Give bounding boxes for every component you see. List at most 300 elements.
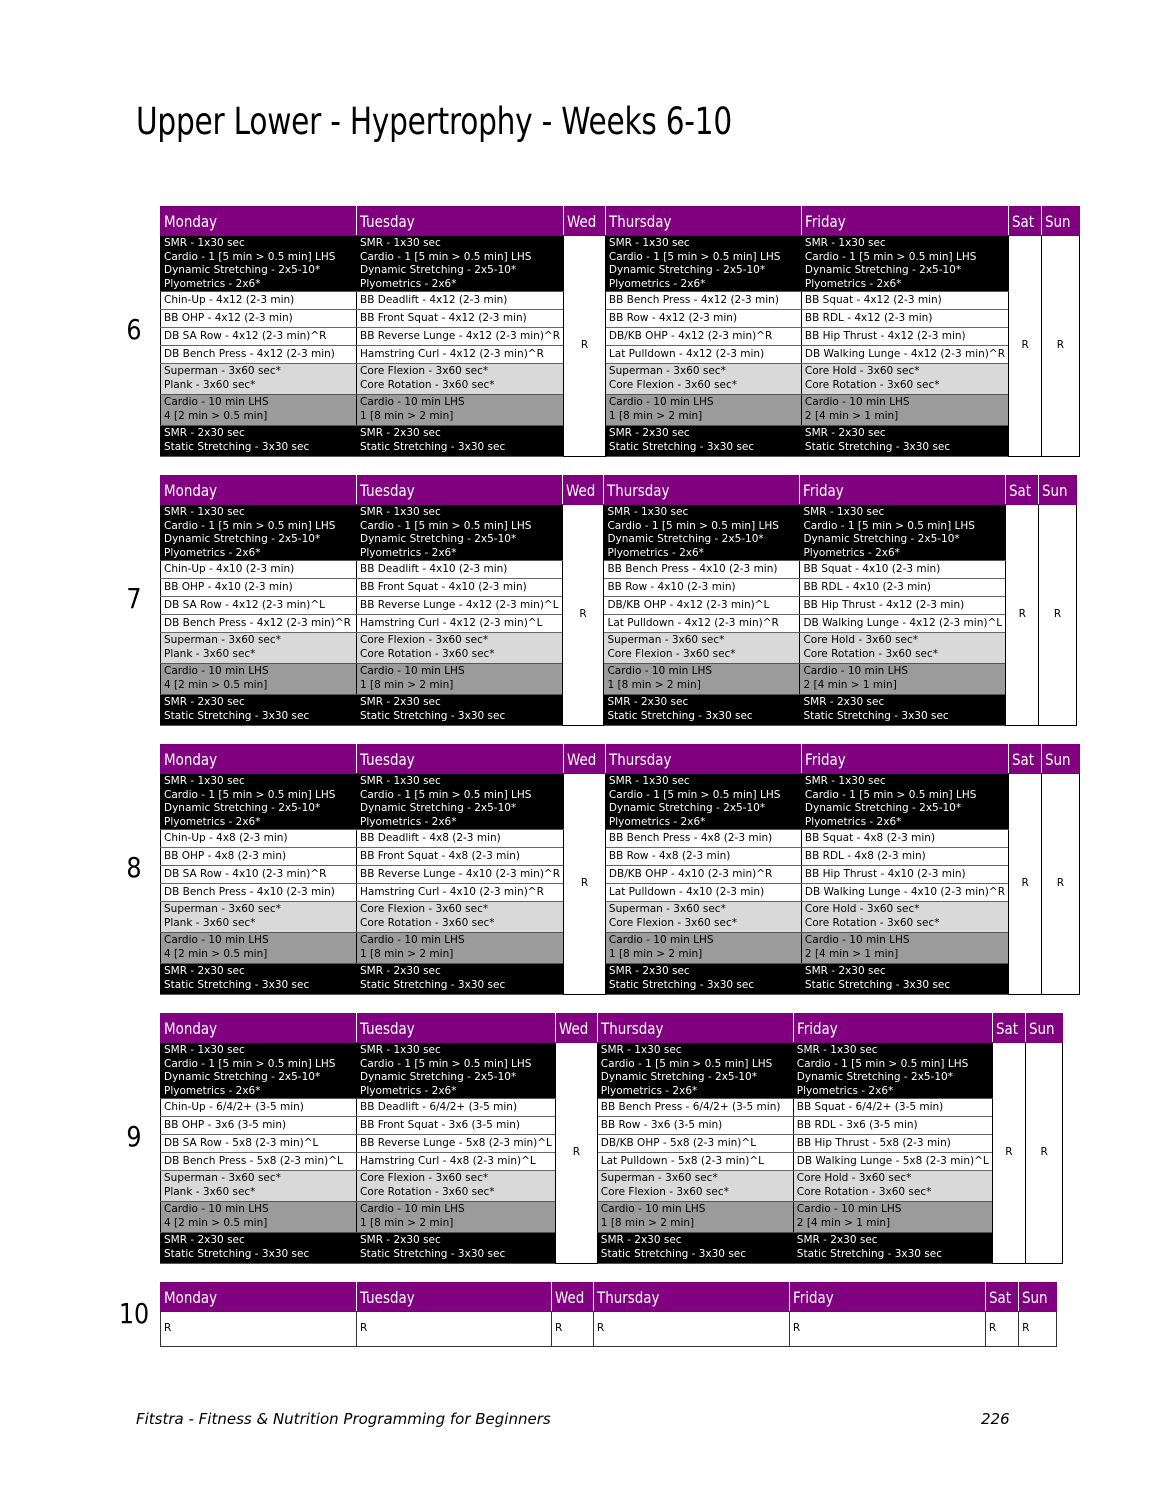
core-row bbox=[161, 902, 1080, 933]
thursday-lift-cell bbox=[604, 615, 800, 633]
exercise-line: Core Rotation - 3x60 sec* bbox=[804, 378, 940, 391]
exercise-line: BB Deadlift - 4x10 (2-3 min) bbox=[360, 563, 508, 575]
warmup-row bbox=[161, 236, 1080, 292]
exercise-line: SMR - 1x30 sec bbox=[607, 506, 689, 518]
exercise-line: BB OHP - 3x6 (3-5 min) bbox=[164, 1119, 287, 1131]
thursday-lift-cell bbox=[605, 866, 801, 884]
exercise-line: Cardio - 10 min LHS bbox=[796, 1203, 902, 1215]
exercise-line: SMR - 2x30 sec bbox=[164, 696, 245, 708]
tuesday-lift-cell bbox=[357, 1153, 556, 1171]
friday-cooldown-cell bbox=[801, 964, 1008, 995]
friday-cardio-cell bbox=[801, 933, 1008, 964]
exercise-line: Static Stretching - 3x30 sec bbox=[608, 440, 755, 453]
exercise-line: Dynamic Stretching - 2x5-10* bbox=[803, 533, 960, 545]
exercise-line: Plyometrics - 2x6* bbox=[804, 815, 902, 828]
friday-warmup-cell bbox=[800, 505, 1006, 561]
exercise-line: BB RDL - 4x8 (2-3 min) bbox=[804, 850, 926, 862]
exercise-line: Dynamic Stretching - 2x5-10* bbox=[796, 1071, 953, 1083]
exercise-line: Core Hold - 3x60 sec* bbox=[804, 365, 920, 377]
friday-cardio-cell bbox=[800, 664, 1006, 695]
exercise-line: Static Stretching - 3x30 sec bbox=[360, 1247, 506, 1260]
exercise-line: Static Stretching - 3x30 sec bbox=[796, 1247, 943, 1260]
exercise-line: Cardio - 10 min LHS bbox=[164, 396, 269, 408]
exercise-line: Core Flexion - 3x60 sec* bbox=[608, 916, 738, 929]
header-monday: Monday bbox=[161, 207, 357, 236]
exercise-line: Plyometrics - 2x6* bbox=[608, 815, 706, 828]
exercise-line: DB/KB OHP - 4x10 (2-3 min)^R bbox=[608, 868, 773, 880]
exercise-line: Dynamic Stretching - 2x5-10* bbox=[164, 264, 321, 276]
friday-lift-cell bbox=[793, 1117, 992, 1135]
tuesday-warmup-cell bbox=[357, 505, 563, 561]
header-friday: Friday bbox=[789, 1283, 985, 1312]
cooldown-row bbox=[161, 964, 1080, 995]
monday-lift-cell bbox=[161, 1117, 357, 1135]
monday-cooldown-cell bbox=[161, 1233, 357, 1264]
exercise-line: Core Rotation - 3x60 sec* bbox=[360, 647, 495, 660]
exercise-line: Superman - 3x60 sec* bbox=[608, 903, 726, 915]
tuesday-warmup-cell bbox=[357, 1043, 556, 1099]
cardio-row bbox=[161, 1202, 1063, 1233]
friday-lift-cell bbox=[800, 597, 1006, 615]
monday-lift-cell bbox=[161, 830, 357, 848]
exercise-line: Cardio - 10 min LHS bbox=[360, 934, 465, 946]
rest-row bbox=[161, 1312, 1057, 1347]
exercise-line: Dynamic Stretching - 2x5-10* bbox=[607, 533, 764, 545]
exercise-line: Static Stretching - 3x30 sec bbox=[360, 440, 506, 453]
lift-row bbox=[161, 328, 1080, 346]
exercise-line: DB SA Row - 4x12 (2-3 min)^R bbox=[164, 330, 327, 342]
exercise-line: Static Stretching - 3x30 sec bbox=[164, 1247, 310, 1260]
exercise-line: Plyometrics - 2x6* bbox=[796, 1084, 894, 1097]
exercise-line: BB Squat - 4x12 (2-3 min) bbox=[804, 294, 942, 306]
exercise-line: SMR - 2x30 sec bbox=[608, 965, 690, 977]
lift-row bbox=[161, 1117, 1063, 1135]
header-sat: Sat bbox=[992, 1014, 1025, 1043]
lift-row bbox=[161, 830, 1080, 848]
header-tuesday: Tuesday bbox=[357, 745, 564, 774]
thursday-cardio-cell bbox=[597, 1202, 793, 1233]
exercise-line: BB Squat - 6/4/2+ (3-5 min) bbox=[796, 1101, 944, 1113]
exercise-line: Cardio - 1 [5 min > 0.5 min] LHS bbox=[164, 250, 336, 263]
friday-lift-cell bbox=[793, 1099, 992, 1117]
exercise-line: Core Flexion - 3x60 sec* bbox=[360, 1172, 489, 1184]
lift-row bbox=[161, 615, 1077, 633]
tuesday-lift-cell bbox=[357, 597, 563, 615]
monday-lift-cell bbox=[161, 328, 357, 346]
warmup-row bbox=[161, 774, 1080, 830]
exercise-line: Core Hold - 3x60 sec* bbox=[803, 634, 919, 646]
lift-row bbox=[161, 597, 1077, 615]
exercise-line: 4 [2 min > 0.5 min] bbox=[164, 947, 268, 960]
exercise-line: SMR - 1x30 sec bbox=[803, 506, 885, 518]
exercise-line: Cardio - 1 [5 min > 0.5 min] LHS bbox=[796, 1057, 969, 1070]
tuesday-cooldown-cell bbox=[357, 695, 563, 726]
exercise-line: Core Flexion - 3x60 sec* bbox=[600, 1185, 729, 1198]
exercise-line: Core Flexion - 3x60 sec* bbox=[607, 647, 736, 660]
week-number: 7 bbox=[126, 582, 142, 615]
lift-row bbox=[161, 579, 1077, 597]
exercise-line: Plank - 3x60 sec* bbox=[164, 647, 256, 660]
exercise-line: Core Hold - 3x60 sec* bbox=[796, 1172, 912, 1184]
exercise-line: DB Walking Lunge - 4x12 (2-3 min)^R bbox=[804, 348, 1005, 360]
exercise-line: Core Rotation - 3x60 sec* bbox=[803, 647, 939, 660]
exercise-line: BB Front Squat - 4x8 (2-3 min) bbox=[360, 850, 521, 862]
header-row bbox=[161, 1283, 1057, 1312]
exercise-line: Chin-Up - 6/4/2+ (3-5 min) bbox=[164, 1101, 304, 1113]
exercise-line: SMR - 1x30 sec bbox=[360, 506, 441, 518]
header-monday: Monday bbox=[161, 476, 357, 505]
exercise-line: 4 [2 min > 0.5 min] bbox=[164, 409, 268, 422]
week-number: 10 bbox=[118, 1297, 150, 1330]
friday-core-cell bbox=[800, 633, 1006, 664]
exercise-line: Dynamic Stretching - 2x5-10* bbox=[164, 802, 321, 814]
exercise-line: BB Deadlift - 4x8 (2-3 min) bbox=[360, 832, 501, 844]
exercise-line: BB Deadlift - 6/4/2+ (3-5 min) bbox=[360, 1101, 518, 1113]
exercise-line: Hamstring Curl - 4x12 (2-3 min)^L bbox=[360, 617, 543, 629]
header-row bbox=[161, 1014, 1063, 1043]
monday-cardio-cell bbox=[161, 1202, 357, 1233]
tuesday-core-cell bbox=[357, 902, 564, 933]
exercise-line: Cardio - 1 [5 min > 0.5 min] LHS bbox=[164, 1057, 336, 1070]
exercise-line: DB/KB OHP - 5x8 (2-3 min)^L bbox=[600, 1137, 757, 1149]
sat-rest-cell: R bbox=[1009, 774, 1042, 995]
monday-core-cell bbox=[161, 633, 357, 664]
exercise-line: SMR - 1x30 sec bbox=[796, 1044, 878, 1056]
exercise-line: DB Walking Lunge - 4x12 (2-3 min)^L bbox=[803, 617, 1003, 629]
tuesday-cooldown-cell bbox=[357, 964, 564, 995]
exercise-line: Lat Pulldown - 4x12 (2-3 min)^R bbox=[607, 617, 779, 629]
exercise-line: Plyometrics - 2x6* bbox=[804, 277, 902, 290]
exercise-line: SMR - 1x30 sec bbox=[164, 1044, 245, 1056]
core-row bbox=[161, 364, 1080, 395]
thursday-warmup-cell bbox=[597, 1043, 793, 1099]
header-tuesday: Tuesday bbox=[357, 1014, 556, 1043]
exercise-line: Cardio - 10 min LHS bbox=[608, 396, 714, 408]
exercise-line: Static Stretching - 3x30 sec bbox=[164, 440, 310, 453]
exercise-line: Cardio - 1 [5 min > 0.5 min] LHS bbox=[608, 250, 781, 263]
exercise-line: BB Front Squat - 4x12 (2-3 min) bbox=[360, 312, 527, 324]
thursday-lift-cell bbox=[605, 310, 801, 328]
exercise-line: SMR - 2x30 sec bbox=[607, 696, 689, 708]
exercise-line: BB Bench Press - 4x10 (2-3 min) bbox=[607, 563, 778, 575]
exercise-line: SMR - 2x30 sec bbox=[164, 965, 245, 977]
exercise-line: SMR - 2x30 sec bbox=[600, 1234, 682, 1246]
exercise-line: Dynamic Stretching - 2x5-10* bbox=[600, 1071, 757, 1083]
header-friday: Friday bbox=[800, 476, 1006, 505]
monday-lift-cell bbox=[161, 848, 357, 866]
exercise-line: SMR - 2x30 sec bbox=[360, 965, 441, 977]
exercise-line: Chin-Up - 4x8 (2-3 min) bbox=[164, 832, 288, 844]
exercise-line: Plank - 3x60 sec* bbox=[164, 1185, 256, 1198]
exercise-line: Static Stretching - 3x30 sec bbox=[360, 978, 506, 991]
monday-core-cell bbox=[161, 902, 357, 933]
thursday-warmup-cell bbox=[605, 236, 801, 292]
exercise-line: Cardio - 10 min LHS bbox=[804, 934, 910, 946]
thursday-cardio-cell bbox=[605, 395, 801, 426]
friday-warmup-cell bbox=[801, 774, 1008, 830]
rest-cell: R bbox=[357, 1312, 552, 1347]
exercise-line: Cardio - 1 [5 min > 0.5 min] LHS bbox=[360, 788, 532, 801]
exercise-line: 1 [8 min > 2 min] bbox=[360, 678, 454, 691]
exercise-line: Superman - 3x60 sec* bbox=[164, 903, 281, 915]
exercise-line: Superman - 3x60 sec* bbox=[164, 365, 281, 377]
exercise-line: DB Bench Press - 4x10 (2-3 min) bbox=[164, 886, 335, 898]
exercise-line: SMR - 2x30 sec bbox=[360, 427, 441, 439]
wed-rest-cell: R bbox=[555, 1043, 597, 1264]
thursday-lift-cell bbox=[597, 1153, 793, 1171]
monday-lift-cell bbox=[161, 292, 357, 310]
lift-row bbox=[161, 1135, 1063, 1153]
exercise-line: Static Stretching - 3x30 sec bbox=[600, 1247, 747, 1260]
tuesday-lift-cell bbox=[357, 328, 564, 346]
exercise-line: SMR - 1x30 sec bbox=[360, 1044, 441, 1056]
exercise-line: DB SA Row - 4x10 (2-3 min)^R bbox=[164, 868, 327, 880]
exercise-line: Cardio - 10 min LHS bbox=[164, 665, 269, 677]
header-monday: Monday bbox=[161, 745, 357, 774]
exercise-line: Hamstring Curl - 4x10 (2-3 min)^R bbox=[360, 886, 544, 898]
exercise-line: BB Bench Press - 6/4/2+ (3-5 min) bbox=[600, 1101, 781, 1113]
monday-lift-cell bbox=[161, 615, 357, 633]
friday-lift-cell bbox=[801, 310, 1008, 328]
lift-row bbox=[161, 848, 1080, 866]
monday-warmup-cell bbox=[161, 236, 357, 292]
header-sat: Sat bbox=[985, 1283, 1018, 1312]
exercise-line: BB Reverse Lunge - 4x12 (2-3 min)^L bbox=[360, 599, 559, 611]
thursday-core-cell bbox=[605, 364, 801, 395]
thursday-lift-cell bbox=[605, 346, 801, 364]
exercise-line: Core Rotation - 3x60 sec* bbox=[360, 378, 495, 391]
exercise-line: BB OHP - 4x8 (2-3 min) bbox=[164, 850, 287, 862]
wed-rest-cell: R bbox=[564, 236, 606, 457]
friday-warmup-cell bbox=[793, 1043, 992, 1099]
monday-warmup-cell bbox=[161, 1043, 357, 1099]
friday-cooldown-cell bbox=[800, 695, 1006, 726]
exercise-line: Plyometrics - 2x6* bbox=[164, 277, 261, 290]
thursday-lift-cell bbox=[604, 561, 800, 579]
header-thursday: Thursday bbox=[605, 745, 801, 774]
header-sun: Sun bbox=[1019, 1283, 1056, 1312]
exercise-line: SMR - 2x30 sec bbox=[804, 427, 886, 439]
rest-cell: R bbox=[593, 1312, 789, 1347]
exercise-line: Core Rotation - 3x60 sec* bbox=[360, 916, 495, 929]
exercise-line: SMR - 2x30 sec bbox=[608, 427, 690, 439]
header-sun: Sun bbox=[1042, 207, 1079, 236]
exercise-line: Plyometrics - 2x6* bbox=[360, 546, 457, 559]
exercise-line: Cardio - 1 [5 min > 0.5 min] LHS bbox=[360, 1057, 532, 1070]
lift-row bbox=[161, 1099, 1063, 1117]
exercise-line: 1 [8 min > 2 min] bbox=[607, 678, 701, 691]
exercise-line: Dynamic Stretching - 2x5-10* bbox=[804, 802, 962, 814]
header-thursday: Thursday bbox=[604, 476, 800, 505]
exercise-line: Plyometrics - 2x6* bbox=[164, 815, 261, 828]
exercise-line: BB Hip Thrust - 4x12 (2-3 min) bbox=[804, 330, 966, 342]
header-friday: Friday bbox=[793, 1014, 992, 1043]
monday-cooldown-cell bbox=[161, 964, 357, 995]
exercise-line: Dynamic Stretching - 2x5-10* bbox=[360, 264, 517, 276]
exercise-line: Plyometrics - 2x6* bbox=[607, 546, 704, 559]
footer-page-number: 226 bbox=[981, 1410, 1010, 1428]
exercise-line: Cardio - 1 [5 min > 0.5 min] LHS bbox=[360, 250, 532, 263]
exercise-line: Plyometrics - 2x6* bbox=[360, 815, 457, 828]
header-thursday: Thursday bbox=[605, 207, 801, 236]
thursday-lift-cell bbox=[605, 328, 801, 346]
monday-lift-cell bbox=[161, 1135, 357, 1153]
cardio-row bbox=[161, 664, 1077, 695]
exercise-line: Dynamic Stretching - 2x5-10* bbox=[360, 802, 517, 814]
thursday-lift-cell bbox=[604, 597, 800, 615]
exercise-line: Cardio - 1 [5 min > 0.5 min] LHS bbox=[804, 250, 977, 263]
exercise-line: Superman - 3x60 sec* bbox=[608, 365, 726, 377]
exercise-line: Cardio - 1 [5 min > 0.5 min] LHS bbox=[607, 519, 779, 532]
exercise-line: BB Row - 4x12 (2-3 min) bbox=[608, 312, 738, 324]
sun-rest-cell: R bbox=[1042, 774, 1079, 995]
exercise-line: Cardio - 1 [5 min > 0.5 min] LHS bbox=[164, 788, 336, 801]
exercise-line: SMR - 1x30 sec bbox=[360, 237, 441, 249]
exercise-line: Plank - 3x60 sec* bbox=[164, 378, 256, 391]
header-tuesday: Tuesday bbox=[357, 476, 563, 505]
exercise-line: Static Stretching - 3x30 sec bbox=[360, 709, 506, 722]
friday-lift-cell bbox=[801, 830, 1008, 848]
friday-core-cell bbox=[793, 1171, 992, 1202]
exercise-line: Cardio - 10 min LHS bbox=[360, 665, 465, 677]
cooldown-row bbox=[161, 695, 1077, 726]
exercise-line: Lat Pulldown - 4x10 (2-3 min) bbox=[608, 886, 765, 898]
exercise-line: DB SA Row - 5x8 (2-3 min)^L bbox=[164, 1137, 319, 1149]
exercise-line: SMR - 2x30 sec bbox=[360, 696, 441, 708]
header-wed: Wed bbox=[564, 745, 606, 774]
header-wed: Wed bbox=[564, 207, 606, 236]
exercise-line: Cardio - 1 [5 min > 0.5 min] LHS bbox=[803, 519, 975, 532]
exercise-line: 2 [4 min > 1 min] bbox=[804, 947, 899, 960]
tuesday-cardio-cell bbox=[357, 395, 564, 426]
header-thursday: Thursday bbox=[597, 1014, 793, 1043]
exercise-line: SMR - 1x30 sec bbox=[804, 237, 886, 249]
monday-core-cell bbox=[161, 1171, 357, 1202]
week-6-table bbox=[160, 206, 1080, 457]
friday-cooldown-cell bbox=[801, 426, 1008, 457]
exercise-line: BB RDL - 4x10 (2-3 min) bbox=[803, 581, 931, 593]
rest-cell: R bbox=[789, 1312, 985, 1347]
page-title: Upper Lower - Hypertrophy - Weeks 6-10 bbox=[136, 100, 732, 143]
week-number: 6 bbox=[126, 313, 142, 346]
exercise-line: BB Reverse Lunge - 4x10 (2-3 min)^R bbox=[360, 868, 561, 880]
exercise-line: BB Row - 3x6 (3-5 min) bbox=[600, 1119, 723, 1131]
exercise-line: BB Front Squat - 3x6 (3-5 min) bbox=[360, 1119, 521, 1131]
exercise-line: Core Rotation - 3x60 sec* bbox=[796, 1185, 932, 1198]
exercise-line: Lat Pulldown - 4x12 (2-3 min) bbox=[608, 348, 765, 360]
lift-row bbox=[161, 1153, 1063, 1171]
exercise-line: SMR - 1x30 sec bbox=[608, 775, 690, 787]
header-sun: Sun bbox=[1042, 745, 1079, 774]
rest-cell: R bbox=[161, 1312, 357, 1347]
exercise-line: DB/KB OHP - 4x12 (2-3 min)^L bbox=[607, 599, 770, 611]
exercise-line: BB Squat - 4x8 (2-3 min) bbox=[804, 832, 936, 844]
header-thursday: Thursday bbox=[593, 1283, 789, 1312]
exercise-line: BB Row - 4x10 (2-3 min) bbox=[607, 581, 736, 593]
exercise-line: DB Bench Press - 5x8 (2-3 min)^L bbox=[164, 1155, 343, 1167]
exercise-line: BB OHP - 4x12 (2-3 min) bbox=[164, 312, 293, 324]
exercise-line: Dynamic Stretching - 2x5-10* bbox=[804, 264, 962, 276]
header-tuesday: Tuesday bbox=[357, 207, 564, 236]
footer-book-title: Fitstra - Fitness & Nutrition Programming for Beginners bbox=[136, 1410, 551, 1428]
tuesday-lift-cell bbox=[357, 866, 564, 884]
friday-lift-cell bbox=[801, 346, 1008, 364]
exercise-line: Superman - 3x60 sec* bbox=[607, 634, 725, 646]
header-tuesday: Tuesday bbox=[357, 1283, 552, 1312]
monday-lift-cell bbox=[161, 1153, 357, 1171]
exercise-line: Core Rotation - 3x60 sec* bbox=[360, 1185, 495, 1198]
thursday-lift-cell bbox=[605, 848, 801, 866]
friday-lift-cell bbox=[801, 848, 1008, 866]
friday-core-cell bbox=[801, 902, 1008, 933]
exercise-line: BB Bench Press - 4x8 (2-3 min) bbox=[608, 832, 773, 844]
exercise-line: BB Hip Thrust - 4x12 (2-3 min) bbox=[803, 599, 965, 611]
friday-cardio-cell bbox=[793, 1202, 992, 1233]
tuesday-lift-cell bbox=[357, 830, 564, 848]
thursday-lift-cell bbox=[597, 1117, 793, 1135]
header-monday: Monday bbox=[161, 1014, 357, 1043]
header-row bbox=[161, 745, 1080, 774]
exercise-line: Core Hold - 3x60 sec* bbox=[804, 903, 920, 915]
tuesday-core-cell bbox=[357, 1171, 556, 1202]
exercise-line: 2 [4 min > 1 min] bbox=[796, 1216, 891, 1229]
exercise-line: Hamstring Curl - 4x8 (2-3 min)^L bbox=[360, 1155, 536, 1167]
exercise-line: SMR - 2x30 sec bbox=[803, 696, 885, 708]
header-wed: Wed bbox=[555, 1014, 597, 1043]
exercise-line: Core Flexion - 3x60 sec* bbox=[608, 378, 738, 391]
friday-lift-cell bbox=[793, 1135, 992, 1153]
exercise-line: Superman - 3x60 sec* bbox=[164, 634, 281, 646]
monday-warmup-cell bbox=[161, 774, 357, 830]
thursday-core-cell bbox=[604, 633, 800, 664]
exercise-line: BB Squat - 4x10 (2-3 min) bbox=[803, 563, 941, 575]
sat-rest-cell: R bbox=[1006, 505, 1039, 726]
exercise-line: Static Stretching - 3x30 sec bbox=[164, 978, 310, 991]
tuesday-lift-cell bbox=[357, 615, 563, 633]
exercise-line: DB/KB OHP - 4x12 (2-3 min)^R bbox=[608, 330, 773, 342]
exercise-line: Static Stretching - 3x30 sec bbox=[164, 709, 310, 722]
thursday-lift-cell bbox=[597, 1135, 793, 1153]
exercise-line: Plyometrics - 2x6* bbox=[360, 277, 457, 290]
wed-rest-cell: R bbox=[562, 505, 604, 726]
exercise-line: Cardio - 10 min LHS bbox=[608, 934, 714, 946]
friday-lift-cell bbox=[801, 884, 1008, 902]
monday-cooldown-cell bbox=[161, 426, 357, 457]
thursday-lift-cell bbox=[597, 1099, 793, 1117]
tuesday-warmup-cell bbox=[357, 774, 564, 830]
tuesday-lift-cell bbox=[357, 1117, 556, 1135]
exercise-line: 1 [8 min > 2 min] bbox=[608, 409, 703, 422]
exercise-line: Plyometrics - 2x6* bbox=[360, 1084, 457, 1097]
lift-row bbox=[161, 292, 1080, 310]
header-wed: Wed bbox=[562, 476, 604, 505]
tuesday-cardio-cell bbox=[357, 664, 563, 695]
monday-cooldown-cell bbox=[161, 695, 357, 726]
exercise-line: Static Stretching - 3x30 sec bbox=[607, 709, 753, 722]
thursday-core-cell bbox=[597, 1171, 793, 1202]
exercise-line: SMR - 1x30 sec bbox=[164, 237, 245, 249]
exercise-line: 1 [8 min > 2 min] bbox=[360, 409, 454, 422]
exercise-line: SMR - 1x30 sec bbox=[164, 506, 245, 518]
sun-rest-cell: R bbox=[1039, 505, 1076, 726]
exercise-line: Plyometrics - 2x6* bbox=[164, 1084, 261, 1097]
exercise-line: Plyometrics - 2x6* bbox=[164, 546, 261, 559]
exercise-line: BB Deadlift - 4x12 (2-3 min) bbox=[360, 294, 508, 306]
exercise-line: SMR - 1x30 sec bbox=[804, 775, 886, 787]
week-number: 8 bbox=[126, 851, 142, 884]
tuesday-warmup-cell bbox=[357, 236, 564, 292]
cardio-row bbox=[161, 395, 1080, 426]
